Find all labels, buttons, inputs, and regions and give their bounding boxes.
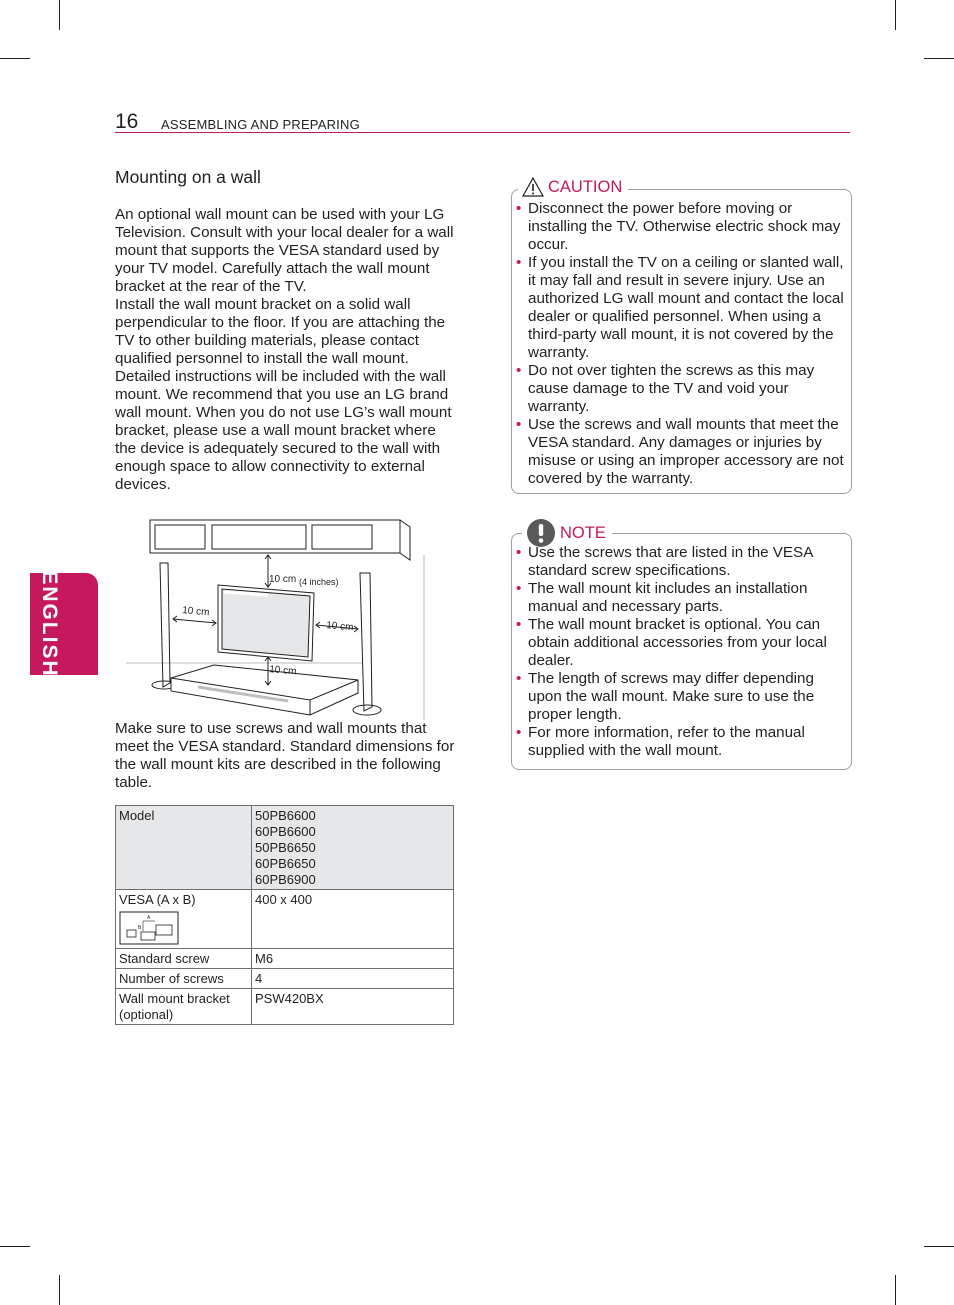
screw-count-value: 4 bbox=[252, 969, 454, 989]
right-clearance-label: 10 cm bbox=[325, 620, 354, 634]
screw-count-label: Number of screws bbox=[116, 969, 252, 989]
model-item: 50PB6650 bbox=[255, 840, 316, 855]
caution-item-text: Disconnect the power before moving or installing the TV. Otherwise electric shock may occur. bbox=[528, 200, 841, 253]
wall-mount-illustration bbox=[118, 515, 426, 721]
intro-paragraph: An optional wall mount can be used with your LG Television. Consult with your local dealer for a wall mount that supports the VESA standard used by your TV model. Carefully attach the wall mount bracket at the rear of the TV. bbox=[115, 206, 454, 295]
note-item-text: The wall mount kit includes an installation manual and necessary parts. bbox=[528, 580, 808, 615]
note-item-text: For more information, refer to the manual supplied with the wall mount. bbox=[528, 724, 805, 759]
caution-title: CAUTION bbox=[548, 177, 623, 196]
bracket-label: Wall mount bracket (optional) bbox=[116, 989, 252, 1025]
model-list bbox=[252, 806, 454, 890]
vesa-diagram-icon bbox=[119, 911, 179, 945]
note-title: NOTE bbox=[560, 523, 606, 542]
top-clearance-label: 10 cm bbox=[269, 574, 297, 585]
crop-mark bbox=[924, 1246, 954, 1247]
note-list bbox=[512, 544, 845, 760]
left-clearance-label: 10 cm bbox=[181, 605, 210, 619]
caution-header bbox=[518, 177, 628, 197]
crop-mark bbox=[0, 1246, 30, 1247]
list-item: • Use the screws and wall mounts that meet the VESA standard. Any damages or injuries by misuse or using an improper accessory are not covered by the warranty. bbox=[516, 416, 844, 487]
vesa-diagram-a: A bbox=[147, 915, 151, 921]
table-row bbox=[116, 949, 454, 969]
caution-box bbox=[511, 177, 852, 494]
section-title: Mounting on a wall bbox=[115, 167, 261, 187]
table-intro-paragraph: Make sure to use screws and wall mounts that meet the VESA standard. Standard dimensions for the wall mount kits are described in the following table. bbox=[115, 720, 455, 791]
caution-list bbox=[512, 200, 845, 488]
list-item: • Use the screws that are listed in the VESA standard screw specifications. bbox=[516, 544, 813, 579]
note-box bbox=[511, 523, 852, 770]
standard-screw-label: Standard screw bbox=[116, 949, 252, 969]
list-item: • For more information, refer to the manual supplied with the wall mount. bbox=[516, 724, 805, 759]
list-item: • The wall mount bracket is optional. You can obtain additional accessories from your local dealer. bbox=[516, 616, 827, 669]
model-item: 60PB6600 bbox=[255, 824, 316, 839]
note-item-text: The wall mount bracket is optional. You can obtain additional accessories from your local dealer. bbox=[528, 616, 827, 669]
vesa-label: VESA (A x B) bbox=[119, 892, 196, 907]
crop-mark bbox=[0, 58, 30, 59]
note-item-text: Use the screws that are listed in the VESA standard screw specifications. bbox=[528, 544, 813, 579]
vesa-spec-table bbox=[115, 805, 454, 1025]
list-item: • The length of screws may differ depending upon the wall mount. Make sure to use the proper length. bbox=[516, 670, 815, 723]
model-item: 60PB6900 bbox=[255, 872, 316, 887]
crop-mark bbox=[895, 1275, 896, 1305]
install-paragraph: Install the wall mount bracket on a solid wall perpendicular to the floor. If you are attaching the TV to other building materials, please contact qualified personnel to install the wall mount. Detailed instructions will be included with the wall mount. We recommend that you use an LG brand wall mount. When you do not use LG’s wall mount bracket, please use a wall mount bracket where the device is adequately secured to the wall with enough space to allow connectivity to external devices. bbox=[115, 296, 452, 493]
list-item: • Do not over tighten the screws as this may cause damage to the TV and void your warranty. bbox=[516, 362, 815, 415]
page-header bbox=[115, 110, 850, 133]
vesa-label-cell bbox=[116, 890, 252, 949]
warning-triangle-icon bbox=[522, 177, 544, 197]
table-row bbox=[116, 969, 454, 989]
section-label: ASSEMBLING AND PREPARING bbox=[161, 117, 360, 132]
list-item: • If you install the TV on a ceiling or slanted wall, it may fall and result in severe injury. Use an authorized LG wall mount and contact the local dealer or qualified personnel. When using a third-party wall mount, it is not covered by the warranty. bbox=[516, 254, 844, 361]
table-row bbox=[116, 890, 454, 949]
model-item: 60PB6650 bbox=[255, 856, 316, 871]
model-item: 50PB6600 bbox=[255, 808, 316, 823]
caution-item-text: Use the screws and wall mounts that meet the VESA standard. Any damages or injuries by misuse or using an improper accessory are not covered by the warranty. bbox=[528, 416, 844, 487]
top-clearance-inches-label: (4 inches) bbox=[299, 577, 339, 587]
caution-item-text: If you install the TV on a ceiling or slanted wall, it may fall and result in severe injury. Use an authorized LG wall mount and contact the local dealer or qualified personnel. When using a third-party wall mount, it is not covered by the warranty. bbox=[528, 254, 844, 361]
table-row bbox=[116, 989, 454, 1025]
language-tab-label: ENGLISH bbox=[38, 570, 61, 678]
crop-mark bbox=[59, 0, 60, 30]
page-number: 16 bbox=[115, 110, 139, 133]
vesa-value: 400 x 400 bbox=[252, 890, 454, 949]
list-item: • The wall mount kit includes an installation manual and necessary parts. bbox=[516, 580, 808, 615]
list-item: • Disconnect the power before moving or installing the TV. Otherwise electric shock may occur. bbox=[516, 200, 841, 253]
bracket-value: PSW420BX bbox=[252, 989, 454, 1025]
model-label: Model bbox=[116, 806, 252, 890]
caution-item-text: Do not over tighten the screws as this may cause damage to the TV and void your warranty. bbox=[528, 362, 815, 415]
crop-mark bbox=[895, 0, 896, 30]
crop-mark bbox=[59, 1275, 60, 1305]
bottom-clearance-label: 10 cm bbox=[268, 664, 297, 678]
standard-screw-value: M6 bbox=[252, 949, 454, 969]
table-row bbox=[116, 806, 454, 890]
vesa-diagram-b: B bbox=[138, 925, 142, 931]
note-item-text: The length of screws may differ depending upon the wall mount. Make sure to use the proper length. bbox=[528, 670, 815, 723]
crop-mark bbox=[924, 58, 954, 59]
